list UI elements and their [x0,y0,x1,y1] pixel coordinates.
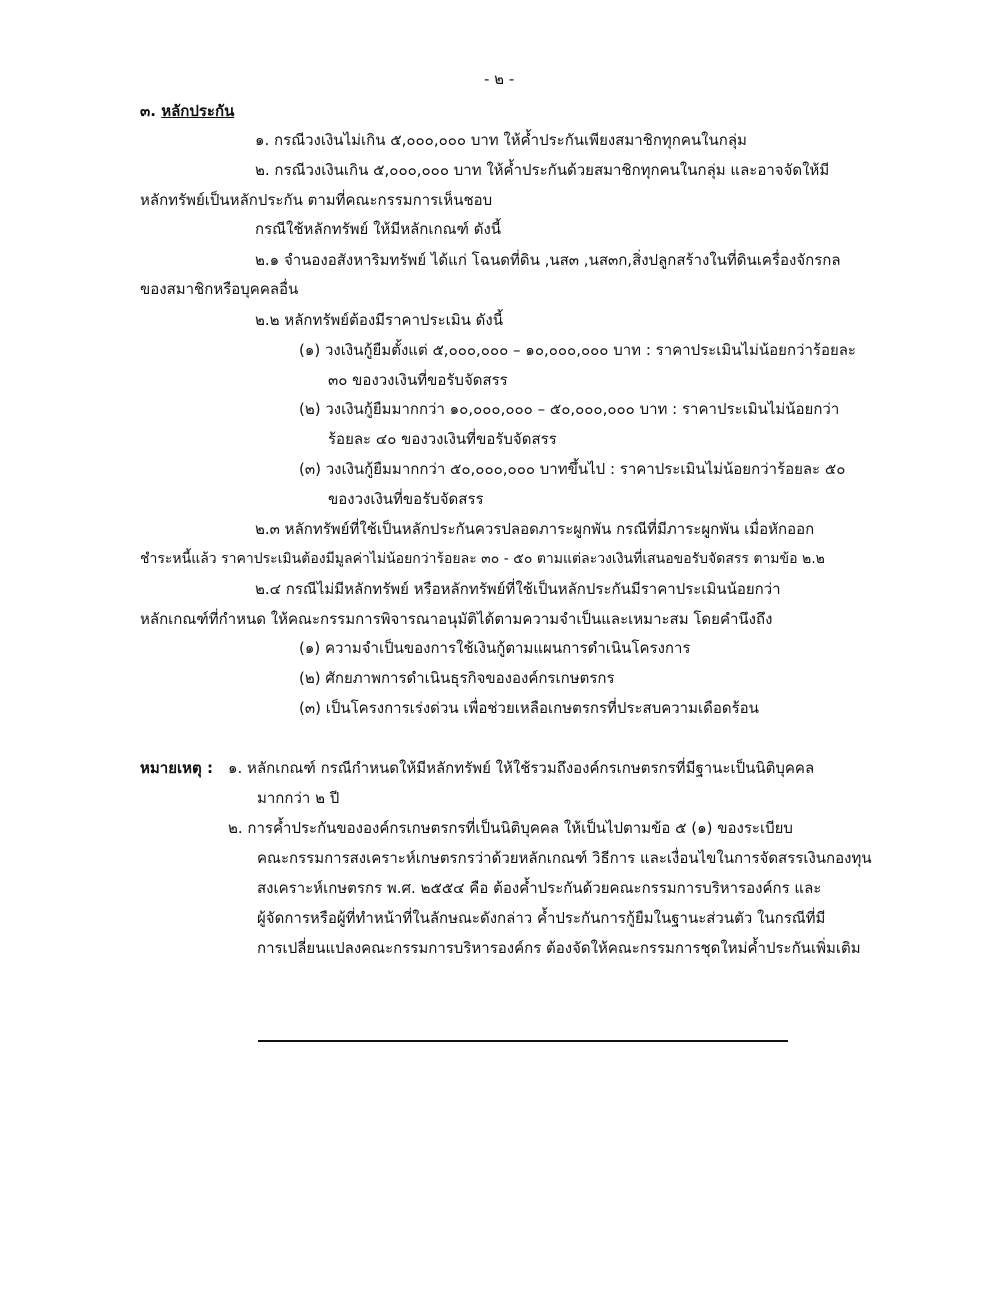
paragraph-line: ๒.๔ กรณีไม่มีหลักทรัพย์ หรือหลักทรัพย์ที่ใช้เป็นหลักประกันมีราคาประเมินน้อยกว่า [255,580,781,598]
paragraph-line: ร้อยละ ๔๐ ของวงเงินที่ขอรับจัดสรร [328,430,557,448]
paragraph-line: หลักทรัพย์เป็นหลักประกัน ตามที่คณะกรรมการเห็นชอบ [140,191,493,209]
paragraph-line: กรณีใช้หลักทรัพย์ ให้มีหลักเกณฑ์ ดังนี้ [255,220,502,238]
paragraph-line: ๒. กรณีวงเงินเกิน ๕,๐๐๐,๐๐๐ บาท ให้ค้ำประกันด้วยสมาชิกทุกคนในกลุ่ม และอาจจัดให้มี [255,161,830,179]
paragraph-line: (๓) เป็นโครงการเร่งด่วน เพื่อช่วยเหลือเกษตรกรที่ประสบความเดือดร้อน [299,699,759,717]
paragraph-line: หลักเกณฑ์ที่กำหนด ให้คณะกรรมการพิจารณาอนุมัติได้ตามความจำเป็นและเหมาะสม โดยคำนึงถึง [140,610,773,628]
remark-line: ๑. หลักเกณฑ์ กรณีกำหนดให้มีหลักทรัพย์ ให้ใช้รวมถึงองค์กรเกษตรกรที่มีฐานะเป็นนิติบุคคล [228,759,815,777]
paragraph-line: ๒.๒ หลักทรัพย์ต้องมีราคาประเมิน ดังนี้ [255,311,503,329]
remark-line: การเปลี่ยนแปลงคณะกรรมการบริหารองค์กร ต้องจัดให้คณะกรรมการชุดใหม่ค้ำประกันเพิ่มเติม [257,939,861,957]
paragraph-line: (๑) วงเงินกู้ยืมตั้งแต่ ๕,๐๐๐,๐๐๐ – ๑๐,๐๐๐,๐๐๐ บาท : ราคาประเมินไม่น้อยกว่าร้อยละ [299,341,856,359]
section-title: หลักประกัน [161,102,235,120]
paragraph-line: ๑. กรณีวงเงินไม่เกิน ๕,๐๐๐,๐๐๐ บาท ให้ค้ำประกันเพียงสมาชิกทุกคนในกลุ่ม [255,131,747,149]
remark-line: มากกว่า ๒ ปี [257,789,340,807]
remark-line: คณะกรรมการสงเคราะห์เกษตรกรว่าด้วยหลักเกณฑ์ วิธีการ และเงื่อนไขในการจัดสรรเงินกองทุน [257,849,872,867]
section-number: ๓. [140,102,156,120]
paragraph-line: (๒) วงเงินกู้ยืมมากกว่า ๑๐,๐๐๐,๐๐๐ – ๕๐,๐๐๐,๐๐๐ บาท : ราคาประเมินไม่น้อยกว่า [299,400,840,418]
remarks-label: หมายเหตุ : [140,759,213,777]
page-number: - ๒ - [484,70,515,88]
paragraph-line: ๓๐ ของวงเงินที่ขอรับจัดสรร [328,371,508,389]
end-divider [258,1040,788,1042]
paragraph-line: (๓) วงเงินกู้ยืมมากกว่า ๕๐,๐๐๐,๐๐๐ บาทขึ้นไป : ราคาประเมินไม่น้อยกว่าร้อยละ ๕๐ [299,460,846,478]
paragraph-line: (๒) ศักยภาพการดำเนินธุรกิจขององค์กรเกษตรกร [299,669,615,687]
paragraph-line: ของสมาชิกหรือบุคคลอื่น [140,280,299,298]
paragraph-line: (๑) ความจำเป็นของการใช้เงินกู้ตามแผนการดำเนินโครงการ [299,639,691,657]
section-heading [140,100,234,124]
paragraph-line: ชำระหนี้แล้ว ราคาประเมินต้องมีมูลค่าไม่น้อยกว่าร้อยละ ๓๐ - ๕๐ ตามแต่ละวงเงินที่เสนอขอรับจัดสรร ตามข้อ ๒.๒ [140,551,825,567]
remark-line: ผู้จัดการหรือผู้ที่ทำหน้าที่ในลักษณะดังกล่าว ค้ำประกันการกู้ยืมในฐานะส่วนตัว ในกรณีที่มี [257,909,826,927]
paragraph-line: ๒.๓ หลักทรัพย์ที่ใช้เป็นหลักประกันควรปลอดภาระผูกพัน กรณีที่มีภาระผูกพัน เมื่อหักออก [255,520,815,538]
remark-line: ๒. การค้ำประกันขององค์กรเกษตรกรที่เป็นนิติบุคคล ให้เป็นไปตามข้อ ๕ (๑) ของระเบียบ [228,819,793,837]
paragraph-line: ๒.๑ จำนองอสังหาริมทรัพย์ ได้แก่ โฉนดที่ดิน ,นส๓ ,นส๓ก,สิ่งปลูกสร้างในที่ดินเครื่องจักรกล [255,251,841,269]
paragraph-line: ของวงเงินที่ขอรับจัดสรร [328,490,484,508]
remark-line: สงเคราะห์เกษตรกร พ.ศ. ๒๕๕๔ คือ ต้องค้ำประกันด้วยคณะกรรมการบริหารองค์กร และ [257,879,822,897]
